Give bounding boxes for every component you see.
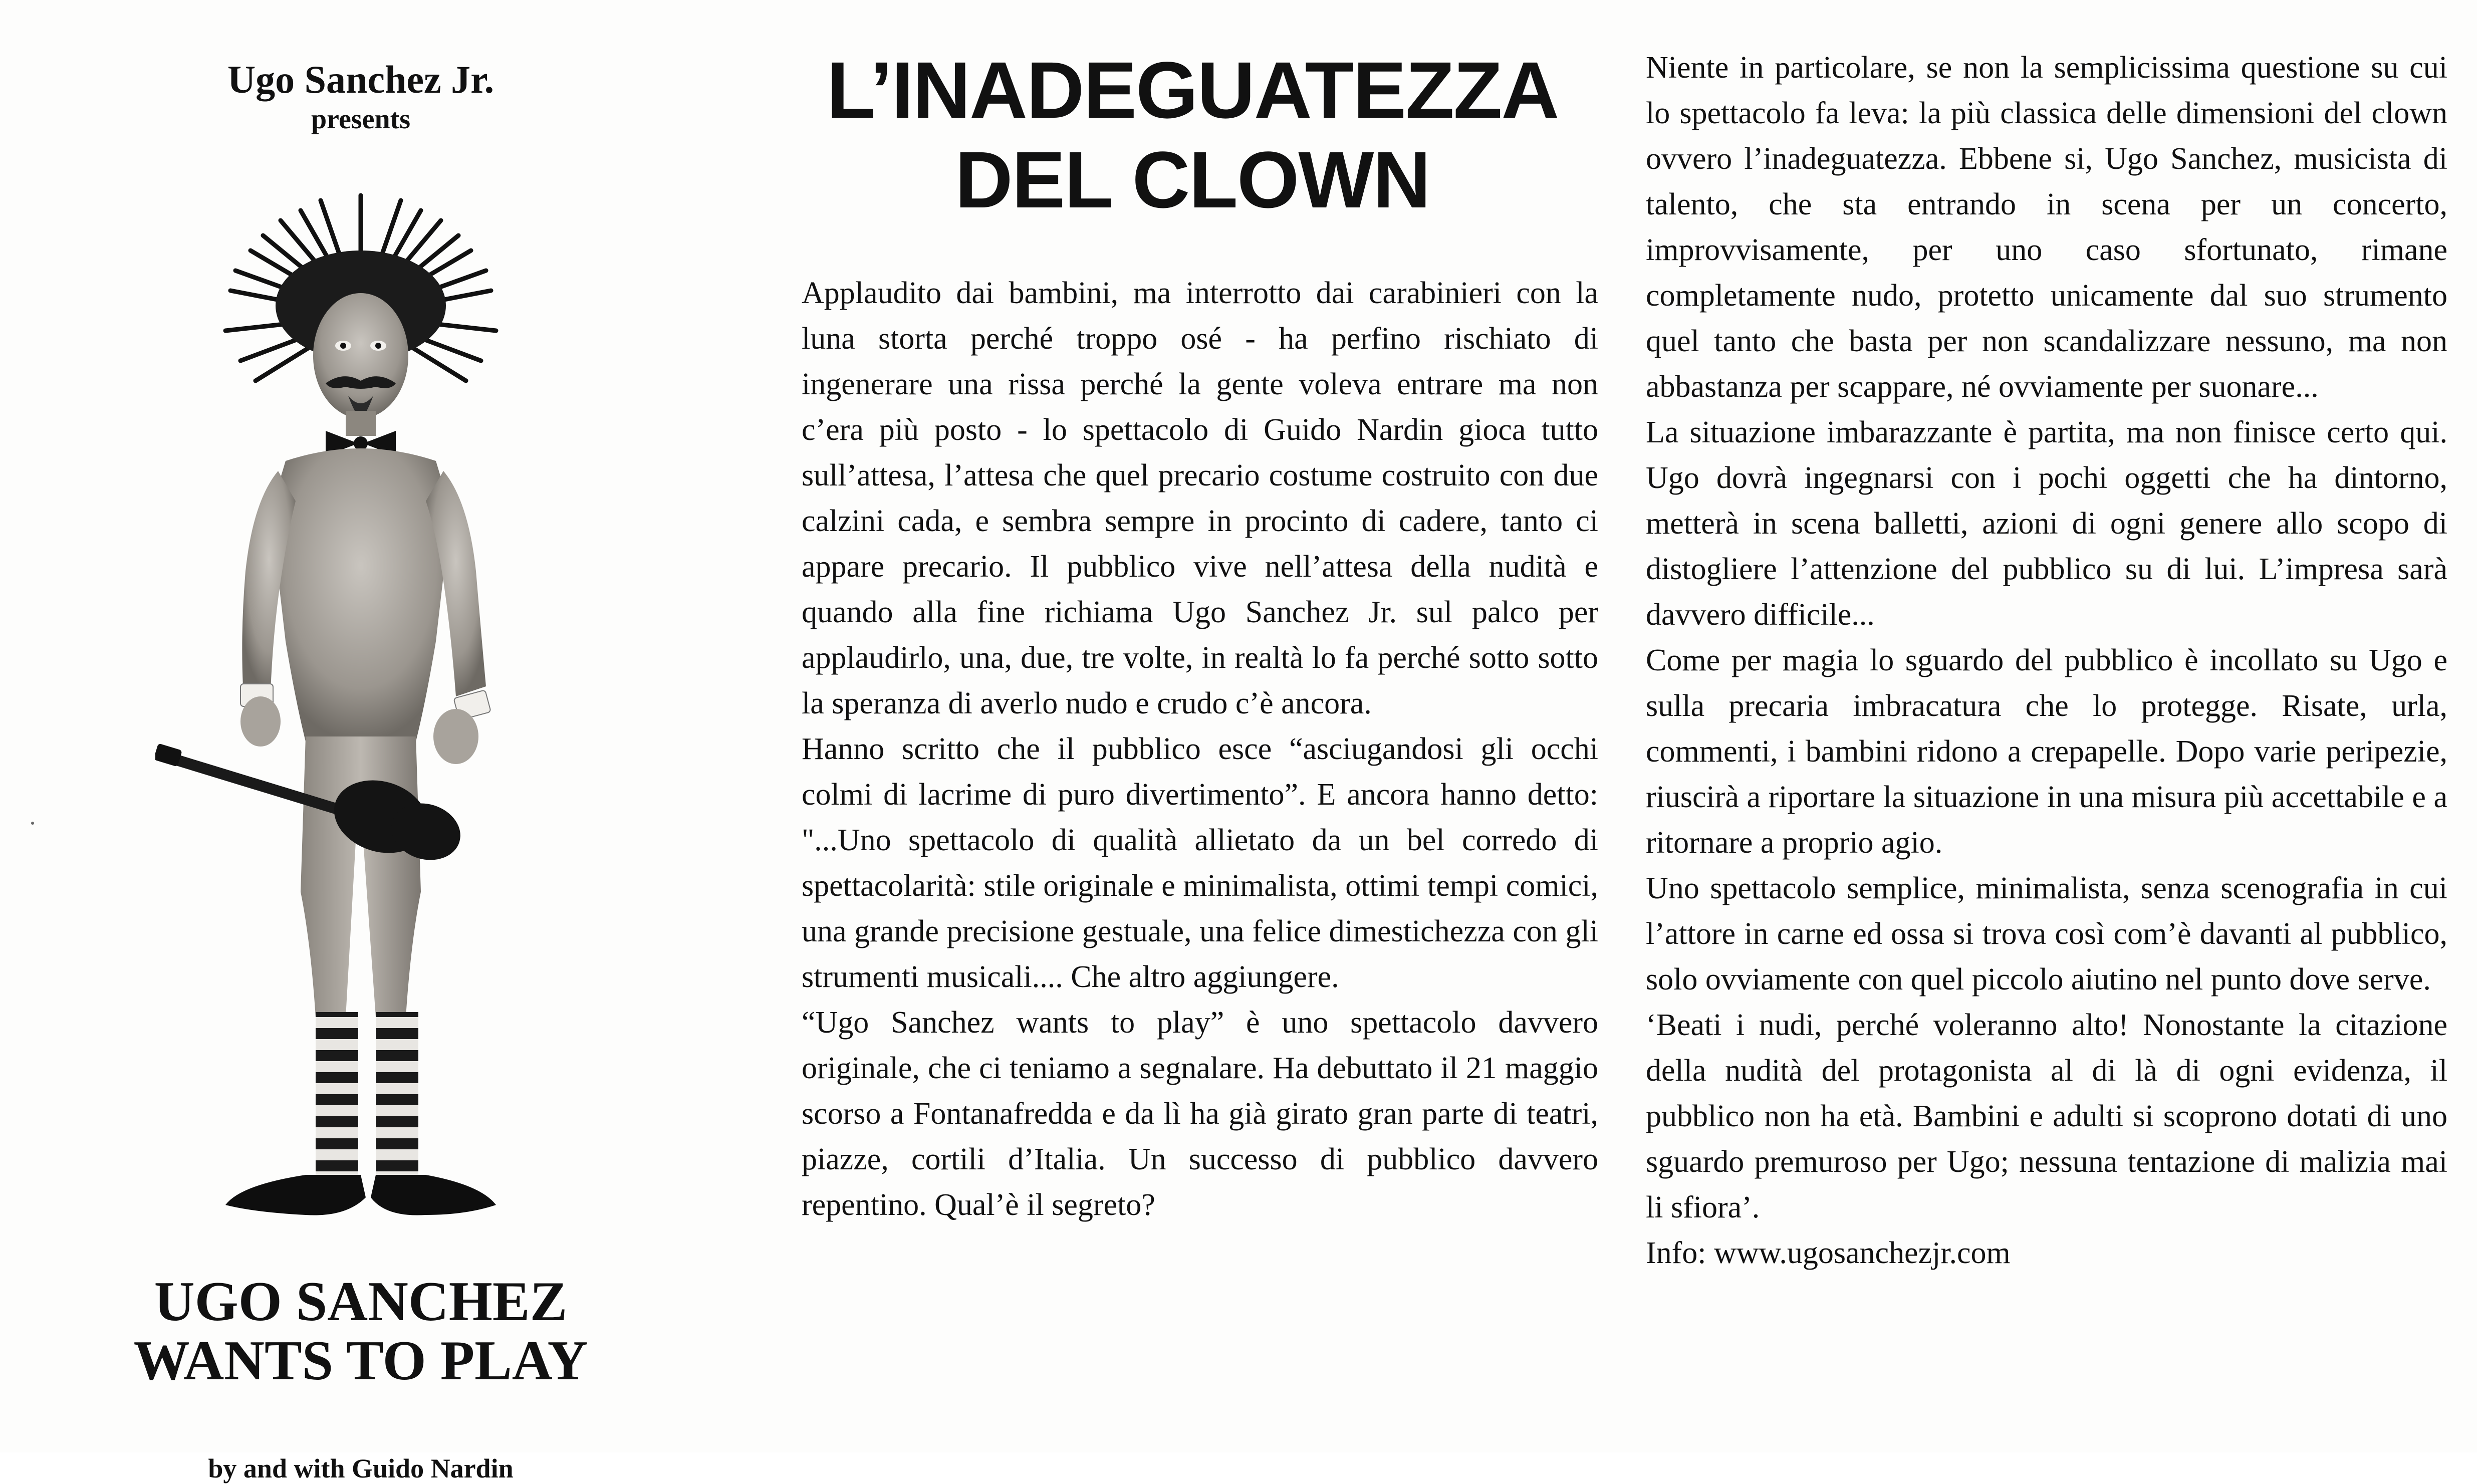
show-title-line-1: UGO SANCHEZ xyxy=(154,1271,568,1333)
paragraph: Uno spettacolo semplice, minimalista, senza scenografia in cui l’attore in carne ed ossa si trova così com’è davanti al pubblico, solo ovviamente con quel piccolo aiutino nel punto dove serve. xyxy=(1646,871,2447,997)
show-title xyxy=(80,1273,641,1390)
paragraph: Niente in particolare, se non la semplicissima questione su cui lo spettacolo fa leva: la più classica delle dimensioni del clown ovvero l’inadeguatezza. Ebbene si, Ugo Sanchez, musicista di talento, che sta entrando in scena per un concerto, improvvisamente, per uno caso sfortunato, rimane completamente nudo, protetto unicamente dal suo strumento quel tanto che basta per non scandalizzare nessuno, ma non abbastanza per scappare, né ovviamente per suonare... xyxy=(1646,51,2447,404)
show-title-line-2: WANTS TO PLAY xyxy=(133,1329,588,1392)
left-shoe xyxy=(225,1175,366,1215)
headline-line-2: DEL CLOWN xyxy=(955,135,1430,225)
paragraph: Hanno scritto che il pubblico esce “asciugandosi gli occhi colmi di lacrime di puro divertimento”. E ancora hanno detto: "...Uno spettacolo di qualità allietato da un bel corredo di spettacolarità: stile originale e minimalista, ottimi tempi comici, una grande precisione gestuale, una felice dimestichezza con gli strumenti musicali.... Che altro aggiungere. xyxy=(802,732,1598,994)
paragraph: Come per magia lo sguardo del pubblico è incollato su Ugo e sulla precaria imbracatura che lo protegge. Risate, urla, commenti, i bambini ridono a crepapelle. Dopo varie peripezie, riuscirà a riportare la situazione in una misura più accettabile e a ritornare a proprio agio. xyxy=(1646,643,2447,860)
right-striped-sock xyxy=(376,1012,418,1182)
article-column-1 xyxy=(802,271,1598,1423)
presenter-name: Ugo Sanchez Jr. xyxy=(227,58,494,101)
headline-line-1: L’INADEGUATEZZA xyxy=(826,45,1559,135)
left-striped-sock xyxy=(316,1012,358,1182)
print-speck xyxy=(31,822,34,825)
right-shoe xyxy=(371,1175,496,1215)
info-link-text: Info: www.ugosanchezjr.com xyxy=(1646,1236,2011,1270)
credit-line: by and with Guido Nardin xyxy=(208,1453,514,1483)
naked-clown-photo xyxy=(155,190,566,1227)
paragraph: La situazione imbarazzante è partita, ma non finisce certo qui. Ugo dovrà ingegnarsi con i pochi oggetti che ha dintorno, metterà in scena balletti, azioni di ogni genere allo scopo di distogliere l’attenzione del pubblico su di lui. L’impresa sarà davvero difficile... xyxy=(1646,415,2447,632)
paragraph: Applaudito dai bambini, ma interrotto dai carabinieri con la luna storta perché troppo osé - ha perfino rischiato di ingenerare una rissa perché la gente voleva entrare ma non c’era più posto - lo spettacolo di Guido Nardin gioca tutto sull’attesa, l’attesa che quel precario costume costruito con due calzini cada, e sembra sempre in procinto di cadere, tanto ci appare precario. Il pubblico vive nell’attesa della nudità e quando alla fine richiama Ugo Sanchez Jr. sul palco per applaudirlo, una, due, tre volte, in realtà lo fa perché sotto sotto la speranza di averlo nudo e crudo c’è ancora. xyxy=(802,276,1598,720)
article-headline xyxy=(802,45,1583,224)
paragraph: “Ugo Sanchez wants to play” è uno spettacolo davvero originale, che ci teniamo a segnalare. Ha debuttato il 21 maggio scorso a Fontanafredda e da lì ha già girato gran parte di teatri, piazze, cortili d’Italia. Un successo di pubblico davvero repentino. Qual’è il segreto? xyxy=(802,1006,1598,1222)
poster-column xyxy=(80,50,641,1483)
article-column-2 xyxy=(1646,45,2447,1438)
paragraph: ‘Beati i nudi, perché voleranno alto! Nonostante la citazione della nudità del protagonista al di là di ogni evidenza, il pubblico non ha età. Bambini e adulti si scoprono dotati di uno sguardo premuroso per Ugo; nessuna tentazione di malizia mai li sfiora’. xyxy=(1646,1008,2447,1224)
clown-figure-illustration xyxy=(155,190,566,1227)
presents-label: presents xyxy=(311,104,411,135)
